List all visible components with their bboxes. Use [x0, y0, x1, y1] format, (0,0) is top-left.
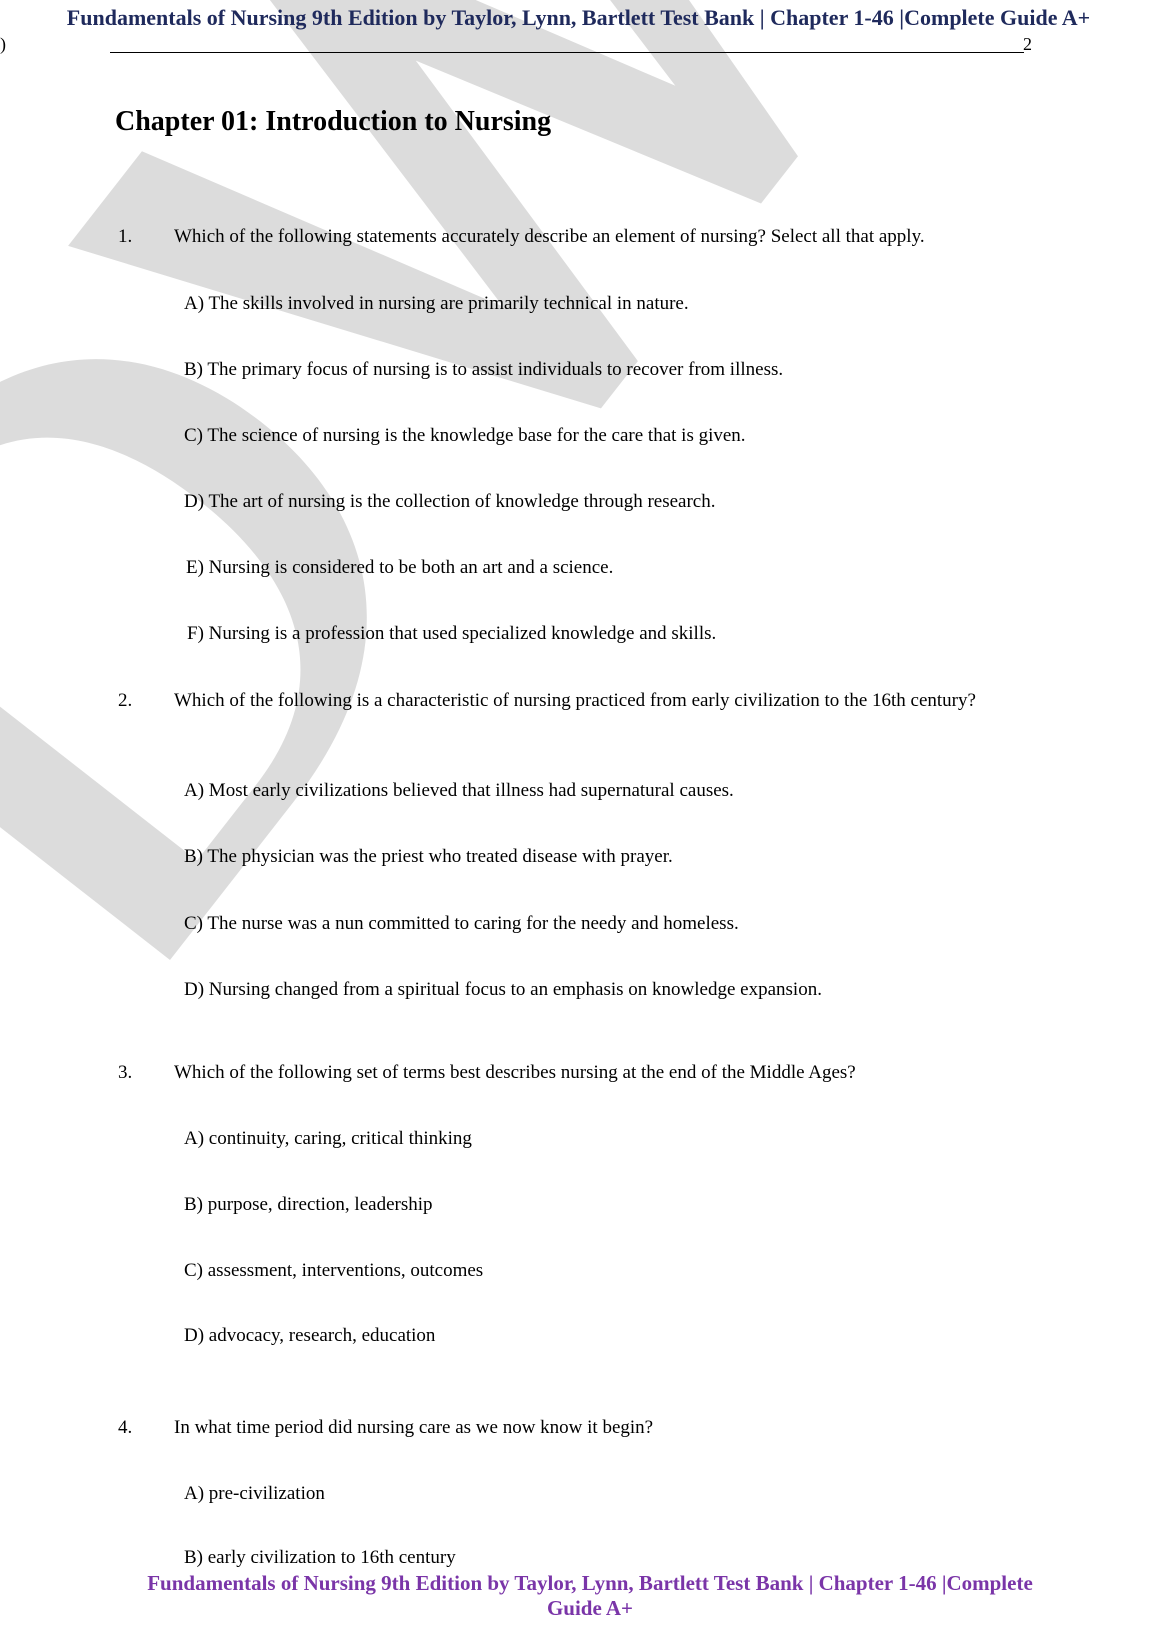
question-number: 2. — [118, 690, 133, 711]
answer-option: B) purpose, direction, leadership — [184, 1194, 433, 1215]
answer-option: F) Nursing is a profession that used specialized knowledge and skills. — [187, 623, 717, 644]
answer-option: E) Nursing is considered to be both an art and a science. — [186, 557, 614, 578]
page-footer: Fundamentals of Nursing 9th Edition by Taylor, Lynn, Bartlett Test Bank | Chapter 1-46 |Complete Guide A+ — [147, 1571, 1033, 1620]
stray-char: ) — [0, 34, 6, 54]
answer-option: B) The physician was the priest who treated disease with prayer. — [184, 846, 673, 867]
answer-option: B) The primary focus of nursing is to assist individuals to recover from illness. — [184, 359, 784, 380]
question-text: In what time period did nursing care as we now know it begin? — [174, 1417, 654, 1438]
answer-option: D) advocacy, research, education — [184, 1325, 436, 1346]
answer-option: D) Nursing changed from a spiritual focus to an emphasis on knowledge expansion. — [184, 979, 822, 1000]
question-text: Which of the following is a characteristic of nursing practiced from early civilization to the 16th century? — [174, 690, 976, 711]
page-header: Fundamentals of Nursing 9th Edition by Taylor, Lynn, Bartlett Test Bank | Chapter 1-46 |Complete Guide A+ — [66, 5, 1091, 30]
answer-option: A) Most early civilizations believed that illness had supernatural causes. — [184, 780, 734, 801]
answer-option: C) The science of nursing is the knowledge base for the care that is given. — [184, 425, 746, 446]
question-number: 4. — [118, 1417, 133, 1438]
chapter-title: Chapter 01: Introduction to Nursing — [115, 106, 552, 137]
page-number: 2 — [1023, 34, 1032, 54]
answer-option: A) continuity, caring, critical thinking — [184, 1128, 472, 1149]
answer-option: B) early civilization to 16th century — [184, 1547, 456, 1568]
answer-option: C) assessment, interventions, outcomes — [184, 1260, 484, 1281]
answer-option: A) The skills involved in nursing are primarily technical in nature. — [184, 293, 689, 314]
question-number: 3. — [118, 1062, 133, 1083]
question-number: 1. — [118, 226, 133, 247]
question-text: Which of the following statements accurately describe an element of nursing? Select all that apply. — [174, 226, 925, 247]
answer-option: A) pre-civilization — [184, 1483, 325, 1504]
answer-option: C) The nurse was a nun committed to caring for the needy and homeless. — [184, 913, 739, 934]
header-rule — [110, 52, 1024, 53]
answer-option: D) The art of nursing is the collection of knowledge through research. — [184, 491, 716, 512]
question-text: Which of the following set of terms best describes nursing at the end of the Middle Ages? — [174, 1062, 856, 1083]
